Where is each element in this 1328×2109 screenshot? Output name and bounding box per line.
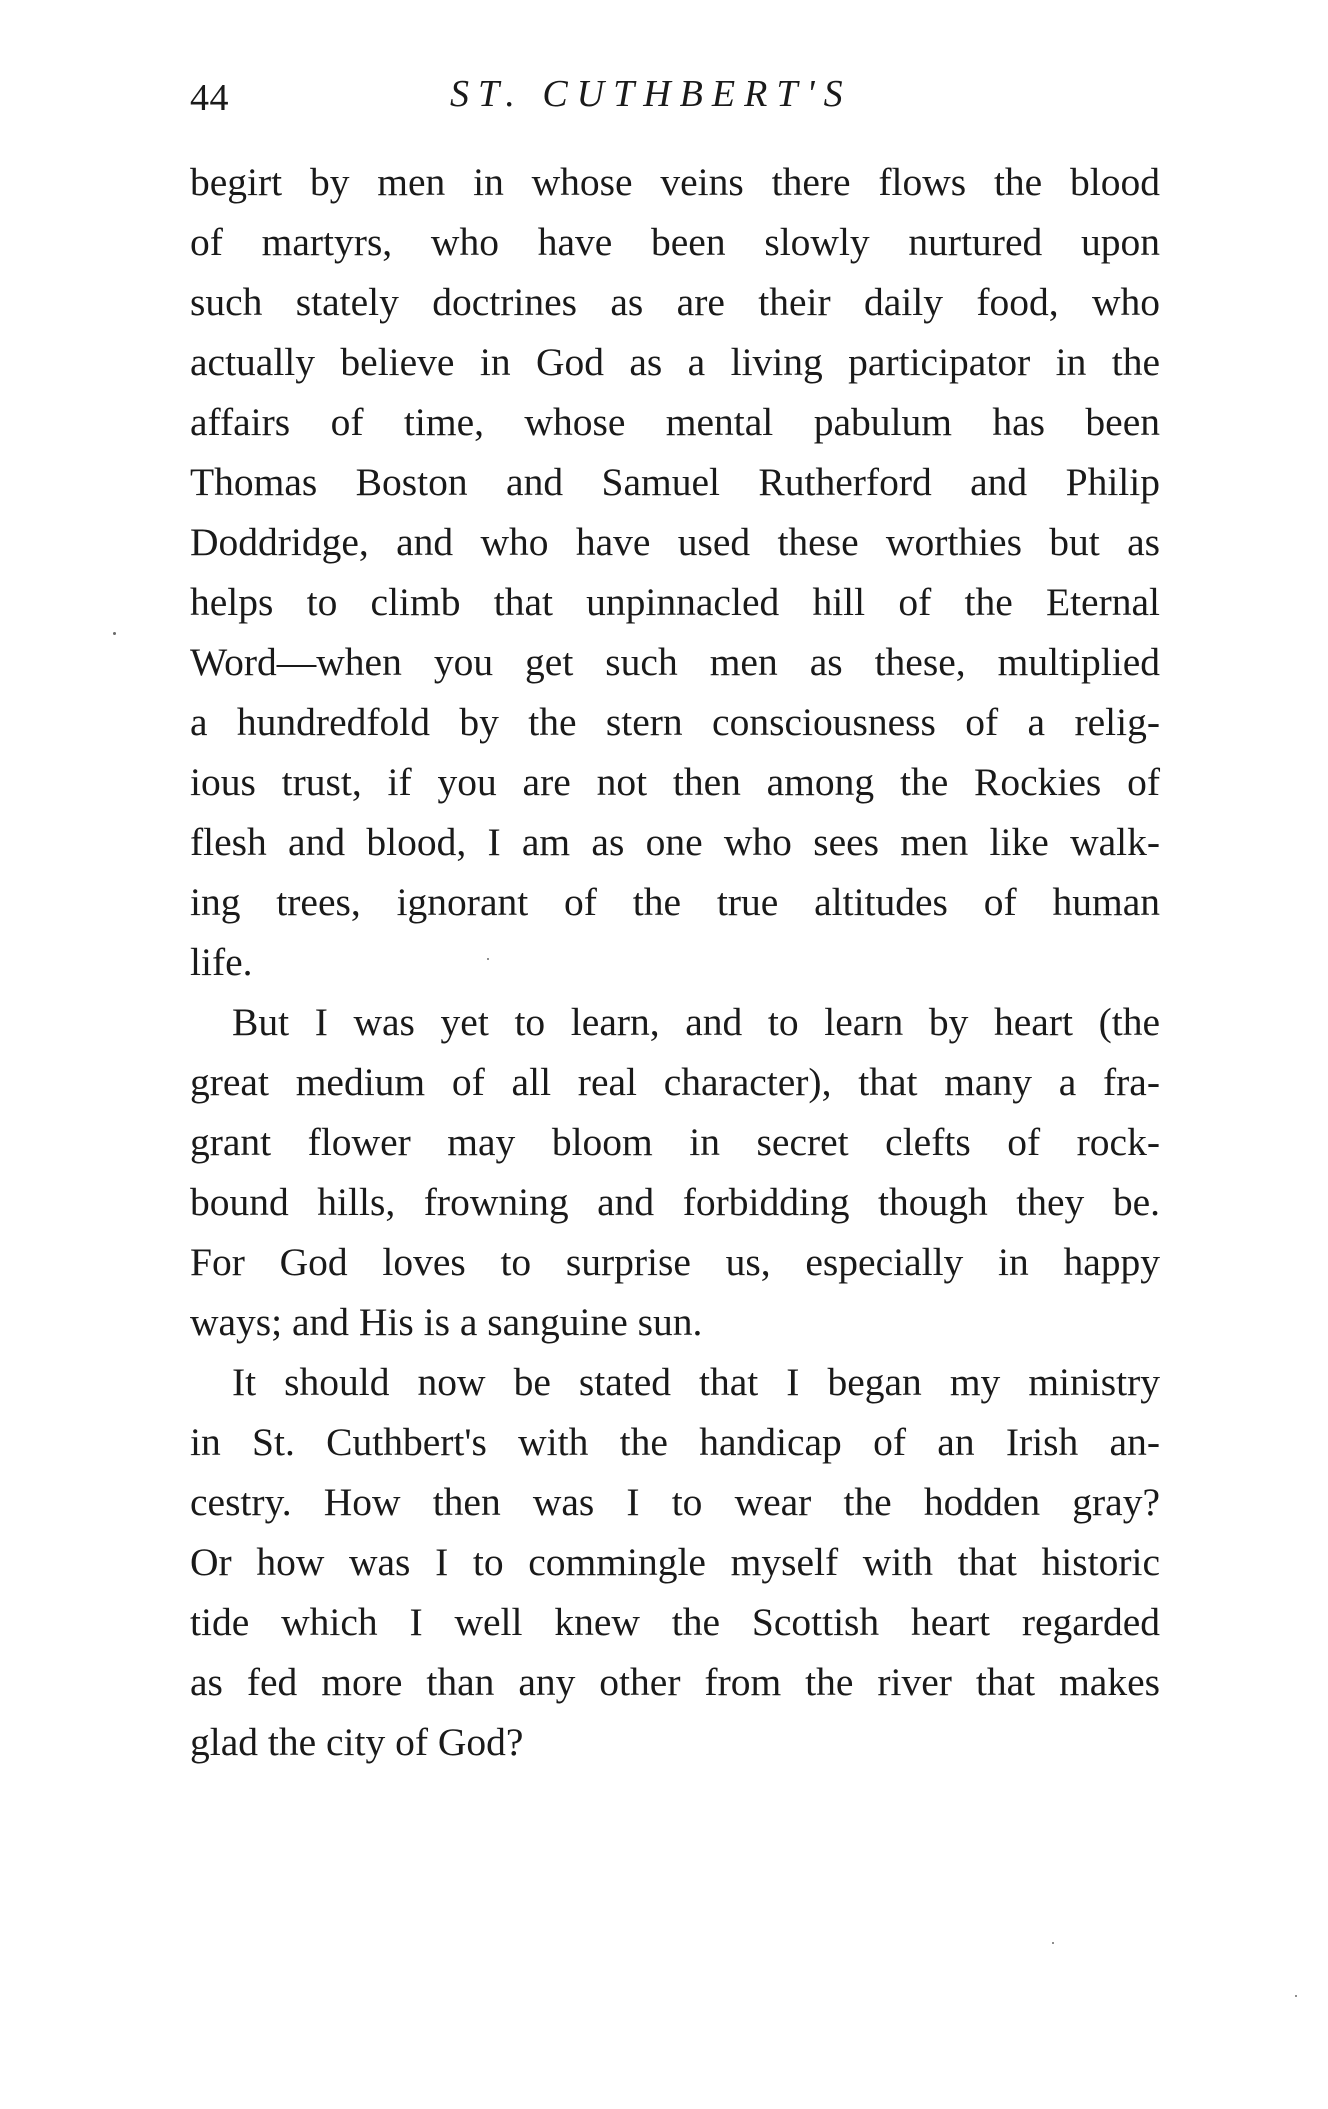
text-line: begirt by men in whose veins there flows the blood (190, 160, 1160, 204)
text-line: grant flower may bloom in secret clefts of rock- (190, 1120, 1160, 1164)
text-line: It should now be stated that I began my ministry (232, 1360, 1160, 1404)
text-line: actually believe in God as a living participator in the (190, 340, 1160, 384)
text-line: as fed more than any other from the river that makes (190, 1660, 1160, 1704)
text-line: affairs of time, whose mental pabulum has been (190, 400, 1160, 444)
text-line: life. (190, 940, 253, 984)
text-line: ious trust, if you are not then among the Rockies of (190, 760, 1160, 804)
scan-speck (113, 632, 116, 635)
text-line: great medium of all real character), that many a fra- (190, 1060, 1160, 1104)
text-line: Doddridge, and who have used these worthies but as (190, 520, 1160, 564)
text-line: such stately doctrines as are their daily food, who (190, 280, 1160, 324)
running-head: ST. CUTHBERT'S (450, 73, 852, 115)
text-line: Or how was I to commingle myself with that historic (190, 1540, 1160, 1584)
text-line: ing trees, ignorant of the true altitudes of human (190, 880, 1160, 924)
text-line: in St. Cuthbert's with the handicap of an Irish an- (190, 1420, 1160, 1464)
page-number: 44 (190, 77, 229, 119)
text-line: Thomas Boston and Samuel Rutherford and Philip (190, 460, 1160, 504)
scan-speck (487, 958, 489, 960)
scan-speck (1295, 1995, 1297, 1997)
text-line: ways; and His is a sanguine sun. (190, 1300, 703, 1344)
scan-speck (1052, 1942, 1054, 1944)
text-line: a hundredfold by the stern consciousness of a relig- (190, 700, 1160, 744)
text-line: glad the city of God? (190, 1720, 524, 1764)
text-line: bound hills, frowning and forbidding though they be. (190, 1180, 1160, 1224)
body-text (190, 152, 1160, 1772)
text-line: flesh and blood, I am as one who sees men like walk- (190, 820, 1160, 864)
text-line: helps to climb that unpinnacled hill of the Eternal (190, 580, 1160, 624)
text-line: Word—when you get such men as these, multiplied (190, 640, 1160, 684)
text-line: For God loves to surprise us, especially in happy (190, 1240, 1160, 1284)
text-line: of martyrs, who have been slowly nurtured upon (190, 220, 1160, 264)
text-line: cestry. How then was I to wear the hodden gray? (190, 1480, 1160, 1524)
page-header (190, 72, 1160, 132)
text-line: tide which I well knew the Scottish heart regarded (190, 1600, 1160, 1644)
text-line: But I was yet to learn, and to learn by heart (the (232, 1000, 1160, 1044)
